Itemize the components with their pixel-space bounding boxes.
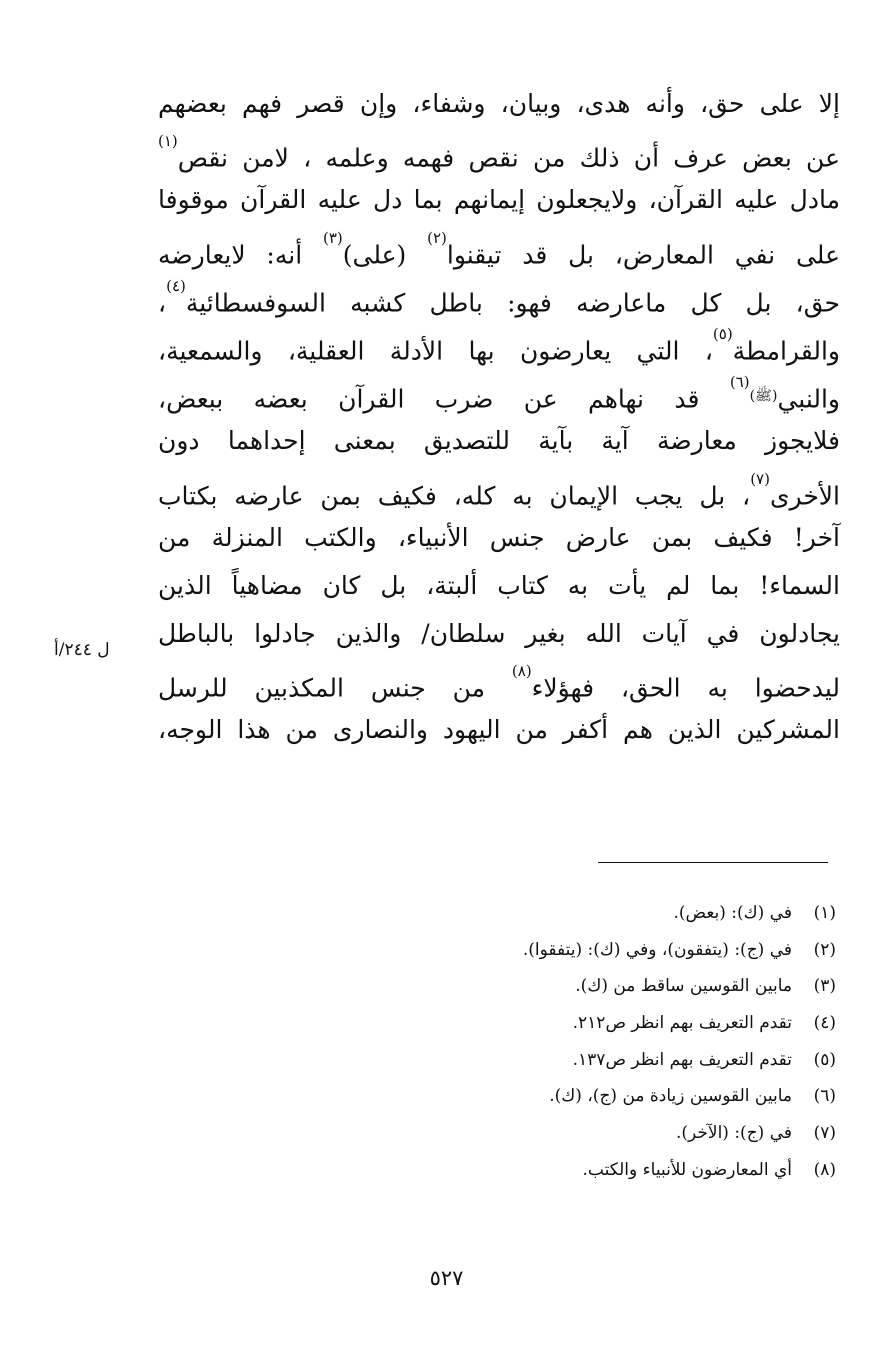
footnotes-list (523, 895, 836, 1189)
text-line-12: يجادلون في آيات الله بغير سلطان/ والذين جادلوا بالباطل (158, 619, 840, 649)
page-number: ٥٢٧ (429, 1266, 464, 1290)
footnote-divider (598, 862, 828, 863)
text-line-2: عن بعض عرف أن ذلك من نقص فهمه وعلمه ، لامن نقص$^{(١)}$ (158, 132, 840, 173)
honorific-glyph: (ﷺ) (749, 388, 778, 405)
footnote-text: أي المعارضون للأنبياء والكتب. (582, 1159, 792, 1180)
text-line-13: ليدحضوا به الحق، فهؤلاء$^{(٨)}$ من جنس المكذبين للرسل (158, 662, 840, 703)
text-line-5: حق، بل كل ماعارضه فهو: باطل كشبه السوفسطائية$^{(٤)}$، (158, 276, 840, 318)
text-line-8: فلايجوز معارضة آية بآية للتصديق بمعنى إحداهما دون (158, 426, 840, 456)
footnote-text: مابين القوسين ساقط من (ك). (575, 976, 792, 997)
footnote-ref-6[interactable]: (٦) (729, 373, 750, 392)
footnote-8 (523, 1152, 836, 1189)
text-line-9: الأخرى$^{(٧)}$، بل يجب الإيمان به كله، فكيف بمن عارضه بكتاب (158, 469, 840, 510)
text-line-4: على نفي المعارض، بل قد تيقنوا$^{(٢)}$ (على)$^{(٣)}$ أنه: لايعارضه (158, 228, 840, 269)
footnote-text: في (ج): (يتفقون)، وفي (ك): (يتفقوا). (522, 939, 792, 960)
text-line-7: والنبي$^{(ﷺ)(٦)}$ قد نهاهم عن ضرب القرآن بعضه ببعض، (158, 373, 840, 414)
footnote-5 (523, 1042, 836, 1079)
footnote-1 (523, 895, 836, 932)
manuscript-folio-note: ل ٢٤٤/أ (54, 640, 110, 660)
footnote-number: (٤) (813, 1013, 836, 1034)
footnote-number: (١) (813, 903, 836, 923)
text-line-14: المشركين الذين هم أكفر من اليهود والنصارى من هذا الوجه، (158, 715, 840, 745)
footnote-ref-8[interactable]: (٨) (511, 662, 532, 681)
text-line-10: آخر! فكيف بمن عارض جنس الأنبياء، والكتب المنزلة من (158, 522, 840, 552)
footnote-number: (٧) (813, 1123, 836, 1144)
footnote-text: في (ك): (بعض). (673, 903, 792, 923)
footnote-number: (٢) (813, 939, 836, 960)
footnote-text: في (ج): (الآخر). (675, 1123, 792, 1144)
footnote-7 (523, 1115, 836, 1152)
footnote-ref-2[interactable]: (٢) (427, 228, 447, 247)
footnote-ref-7[interactable]: (٧) (750, 469, 770, 488)
footnote-6 (523, 1078, 836, 1115)
text-line-3: مادل عليه القرآن، ولايجعلون إيمانهم بما دل عليه القرآن موقوفا (158, 185, 840, 215)
footnote-ref-1[interactable]: (١) (158, 132, 178, 151)
footnote-number: (٥) (813, 1049, 836, 1070)
footnote-ref-4[interactable]: (٤) (166, 276, 186, 295)
footnote-number: (٦) (813, 1086, 836, 1107)
footnote-text: مابين القوسين زيادة من (ج)، (ك). (549, 1086, 792, 1107)
footnote-number: (٣) (813, 976, 836, 997)
footnote-4 (523, 1005, 836, 1042)
footnote-number: (٨) (813, 1159, 836, 1180)
footnote-ref-5[interactable]: (٥) (712, 324, 733, 343)
footnote-3 (523, 968, 836, 1005)
footnote-text: تقدم التعريف بهم انظر ص٢١٢. (572, 1013, 792, 1034)
footnote-text: تقدم التعريف بهم انظر ص١٣٧. (572, 1049, 792, 1070)
footnote-ref-3[interactable]: (٣) (322, 228, 343, 247)
text-line-6: والقرامطة$^{(٥)}$، التي يعارضون بها الأدلة العقلية، والسمعية، (158, 324, 840, 366)
text-line-1: إلا على حق، وأنه هدى، وبيان، وشفاء، وإن قصر فهم بعضهم (158, 89, 840, 118)
text-line-11: السماء! بما لم يأت به كتاب ألبتة، بل كان مضاهياً الذين (158, 570, 840, 600)
footnote-2 (523, 932, 836, 969)
main-text-block (158, 80, 840, 755)
